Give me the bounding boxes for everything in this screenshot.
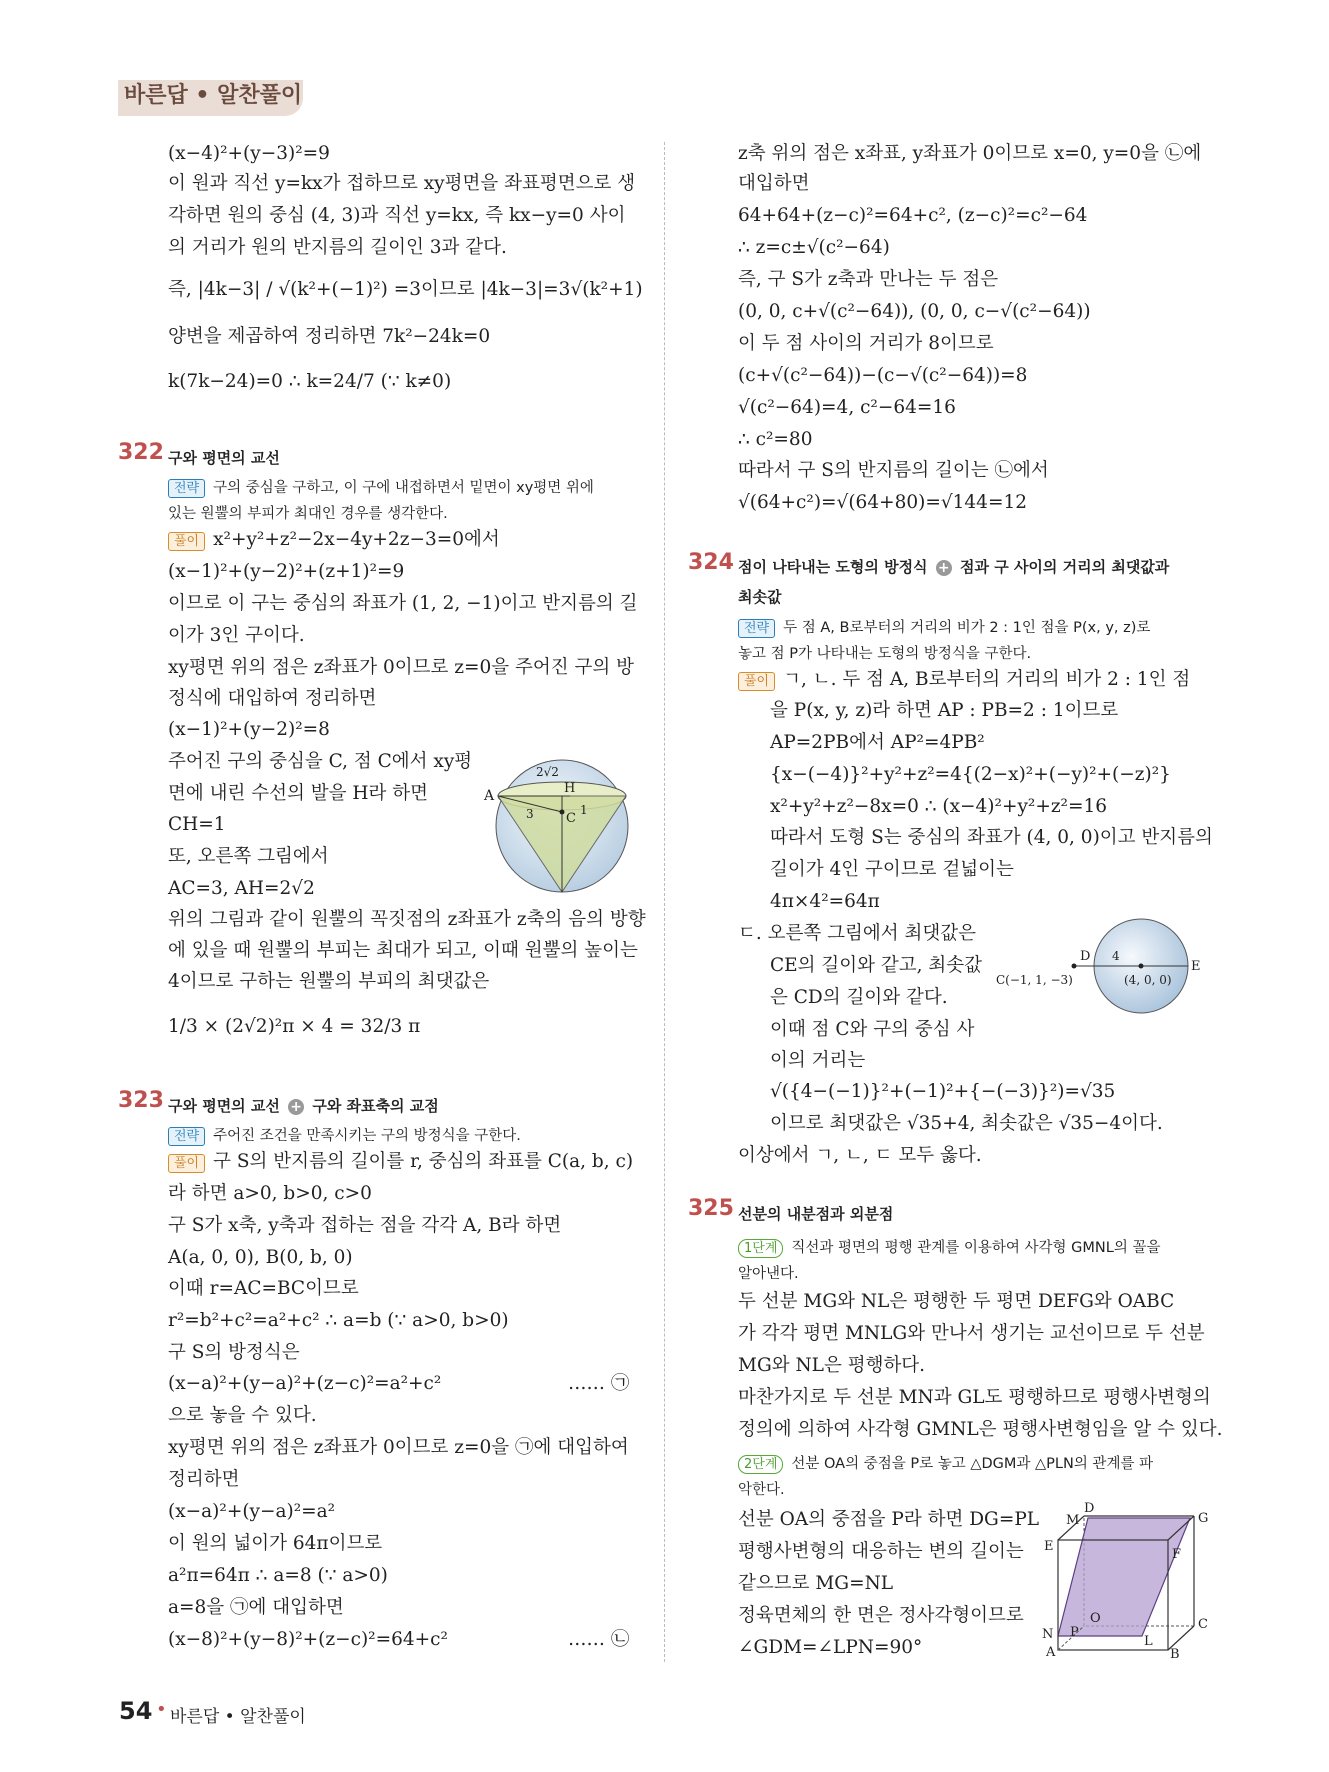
fig-label-d: D <box>1080 949 1091 964</box>
fig-label-c: C(−1, 1, −3) <box>996 973 1073 987</box>
text-line: 이가 3인 구이다. <box>168 625 305 646</box>
plus-icon: + <box>936 560 952 576</box>
footer-title: 바른답 • 알찬풀이 <box>170 1707 306 1727</box>
text-line: 이때 점 C와 구의 중심 사 <box>770 1019 975 1040</box>
formula-line: 1/3 × (2√2)²π × 4 = 32/3 π <box>168 1016 421 1037</box>
page-number: 54 <box>119 1697 153 1725</box>
text-line: A(a, 0, 0), B(0, b, 0) <box>168 1247 353 1268</box>
strategy-line: 놓고 점 P가 나타내는 도형의 방정식을 구한다. <box>738 646 1032 662</box>
text-line: 64+64+(z−c)²=64+c², (z−c)²=c²−64 <box>738 205 1088 226</box>
fig-label-c: C <box>566 811 576 826</box>
text-line: r²=b²+c²=a²+c² ∴ a=b (∵ a>0, b>0) <box>168 1310 509 1331</box>
text-line: (0, 0, c+√(c²−64)), (0, 0, c−√(c²−64)) <box>738 301 1091 322</box>
text-line: (c+√(c²−64))−(c−√(c²−64))=8 <box>738 365 1028 386</box>
text-line: AP=2PB에서 AP²=4PB² <box>770 732 985 753</box>
formula-line: 즉, |4k−3| / √(k²+(−1)²) =3이므로 |4k−3|=3√(k²+1) <box>168 279 643 300</box>
fig-label-4: 4 <box>1112 949 1120 963</box>
text-line: 면에 내린 수선의 발을 H라 하면 <box>168 783 428 804</box>
text-line: (x−1)²+(y−2)²+(z+1)²=9 <box>168 561 405 582</box>
problem-number: 325 <box>688 1196 734 1221</box>
text-line: ∴ z=c±√(c²−64) <box>738 237 890 258</box>
text-line: 이 두 점 사이의 거리가 8이므로 <box>738 333 994 354</box>
strategy-tag: 전략 <box>168 1127 205 1146</box>
problem-number: 322 <box>118 440 164 465</box>
text-line: 따라서 구 S의 반지름의 길이는 ㉡에서 <box>738 460 1049 481</box>
fig-label-center: (4, 0, 0) <box>1124 973 1172 987</box>
text-line: x²+y²+z²−8x=0 ∴ (x−4)²+y²+z²=16 <box>770 796 1108 817</box>
text-line: (x−a)²+(y−a)²+(z−c)²=a²+c² <box>168 1373 442 1394</box>
fig-label-D: D <box>1084 1501 1095 1516</box>
strategy-line: 전략 두 점 A, B로부터의 거리의 비가 2 : 1인 점을 P(x, y, z)로 <box>738 616 1150 638</box>
text-line: 위의 그림과 같이 원뿔의 꼭짓점의 z좌표가 z축의 음의 방향 <box>168 909 646 930</box>
text-line: ㄷ. 오른쪽 그림에서 최댓값은 <box>738 923 976 944</box>
text-line: (x−8)²+(y−8)²+(z−c)²=64+c² <box>168 1629 448 1650</box>
solution-line: 풀이 구 S의 반지름의 길이를 r, 중심의 좌표를 C(a, b, c) <box>168 1150 633 1174</box>
equation-mark: …… ㉠ <box>568 1373 630 1394</box>
fig-label-C: C <box>1198 1617 1208 1632</box>
text-line: 또, 오른쪽 그림에서 <box>168 846 329 867</box>
fig-label-a: A <box>484 788 495 804</box>
text-line: 같으므로 MG=NL <box>738 1573 894 1594</box>
text-line: 의 거리가 원의 반지름의 길이인 3과 같다. <box>168 237 507 258</box>
step-line: 악한다. <box>738 1482 785 1498</box>
text-line: 정의에 의하여 사각형 GMNL은 평행사변형임을 알 수 있다. <box>738 1419 1223 1440</box>
solution-line: 풀이 ㄱ, ㄴ. 두 점 A, B로부터의 거리의 비가 2 : 1인 점 <box>738 668 1190 692</box>
plus-icon: + <box>288 1099 304 1115</box>
text-line: AC=3, AH=2√2 <box>168 878 315 899</box>
text-line: √(64+c²)=√(64+80)=√144=12 <box>738 492 1027 513</box>
text-line: MG와 NL은 평행하다. <box>738 1355 926 1376</box>
step1-tag: 1단계 <box>738 1239 783 1258</box>
fig-label-L: L <box>1144 1634 1153 1649</box>
problem-number: 323 <box>118 1088 164 1113</box>
text-line: (x−4)²+(y−3)²=9 <box>168 143 330 164</box>
fig-label-h: H <box>564 781 576 796</box>
text-line: CE의 길이와 같고, 최솟값 <box>770 955 983 976</box>
text-line: 두 선분 MG와 NL은 평행한 두 평면 DEFG와 OABC <box>738 1291 1175 1312</box>
fig-label-r: 2√2 <box>536 765 559 779</box>
text-line: 마찬가지로 두 선분 MN과 GL도 평행하므로 평행사변형의 <box>738 1387 1211 1408</box>
text-line: 주어진 구의 중심을 C, 점 C에서 xy평 <box>168 751 473 772</box>
text-line: 정리하면 <box>168 1469 240 1490</box>
text-line: xy평면 위의 점은 z좌표가 0이므로 z=0을 주어진 구의 방 <box>168 657 635 678</box>
text-line: xy평면 위의 점은 z좌표가 0이므로 z=0을 ㉠에 대입하여 <box>168 1437 629 1458</box>
fig-label-P: P <box>1070 1625 1079 1640</box>
text-line: 대입하면 <box>738 173 810 194</box>
sphere-distance-figure <box>996 918 1206 1018</box>
fig-label-B: B <box>1170 1647 1180 1660</box>
solution-tag: 풀이 <box>168 532 205 551</box>
problem-number: 324 <box>688 550 734 575</box>
footer-dot: • <box>156 1699 167 1720</box>
text-line: 으로 놓을 수 있다. <box>168 1405 317 1426</box>
text-line: 4이므로 구하는 원뿔의 부피의 최댓값은 <box>168 971 490 992</box>
problem-title: 점이 나타내는 도형의 방정식 + 점과 구 사이의 거리의 최댓값과 <box>738 558 1170 576</box>
text-line: CH=1 <box>168 814 226 835</box>
step2-tag: 2단계 <box>738 1455 783 1474</box>
sphere-cone-figure <box>480 752 630 897</box>
fig-label-G: G <box>1198 1511 1209 1526</box>
step-line: 1단계 직선과 평면의 평행 관계를 이용하여 사각형 GMNL의 꼴을 <box>738 1236 1160 1258</box>
text-line: 구 S가 x축, y축과 접하는 점을 각각 A, B라 하면 <box>168 1215 562 1236</box>
formula-line: k(7k−24)=0 ∴ k=24/7 (∵ k≠0) <box>168 371 452 392</box>
text-line: z축 위의 점은 x좌표, y좌표가 0이므로 x=0, y=0을 ㉡에 <box>738 143 1202 164</box>
fig-label-E: E <box>1044 1539 1054 1554</box>
problem-title: 구와 평면의 교선 <box>168 449 280 467</box>
fig-label-F: F <box>1172 1547 1182 1562</box>
text-line: 4π×4²=64π <box>770 891 880 912</box>
text-line: 각하면 원의 중심 (4, 3)과 직선 y=kx, 즉 kx−y=0 사이 <box>168 205 626 226</box>
fig-label-1: 1 <box>580 803 588 817</box>
text-line: 이때 r=AC=BC이므로 <box>168 1278 359 1299</box>
fig-label-3: 3 <box>526 807 534 821</box>
text-line: 이므로 최댓값은 √35+4, 최솟값은 √35−4이다. <box>770 1113 1163 1134</box>
text-line: 이 원의 넓이가 64π이므로 <box>168 1533 383 1554</box>
equation-mark: …… ㉡ <box>568 1629 630 1650</box>
text-line: (x−1)²+(y−2)²=8 <box>168 719 330 740</box>
text-line: 정육면체의 한 면은 정사각형이므로 <box>738 1605 1024 1626</box>
cube-figure <box>1038 1500 1218 1660</box>
text-line: 양변을 제곱하여 정리하면 7k²−24k=0 <box>168 326 491 347</box>
fig-label-M: M <box>1066 1513 1080 1528</box>
text-line: √({4−(−1)}²+(−1)²+{−(−3)}²)=√35 <box>770 1081 1116 1102</box>
text-line: 이의 거리는 <box>770 1050 866 1071</box>
strategy-line: 전략 주어진 조건을 만족시키는 구의 방정식을 구한다. <box>168 1124 521 1146</box>
text-line: 이므로 이 구는 중심의 좌표가 (1, 2, −1)이고 반지름의 길 <box>168 593 638 614</box>
text-line: 정식에 대입하여 정리하면 <box>168 688 377 709</box>
text-line: 은 CD의 길이와 같다. <box>770 987 948 1008</box>
fig-label-N: N <box>1042 1627 1054 1642</box>
text-line: √(c²−64)=4, c²−64=16 <box>738 397 956 418</box>
text-line: 라 하면 a>0, b>0, c>0 <box>168 1183 372 1204</box>
solution-tag: 풀이 <box>168 1154 205 1173</box>
text-line: 따라서 도형 S는 중심의 좌표가 (4, 0, 0)이고 반지름의 <box>770 827 1213 848</box>
problem-title-cont: 최솟값 <box>738 588 782 606</box>
solution-line: 풀이 x²+y²+z²−2x−4y+2z−3=0에서 <box>168 528 500 552</box>
text-line: 에 있을 때 원뿔의 부피는 최대가 되고, 이때 원뿔의 높이는 <box>168 940 638 961</box>
text-line: {x−(−4)}²+y²+z²=4{(2−x)²+(−y)²+(−z)²} <box>770 764 1171 785</box>
fig-label-O: O <box>1090 1611 1101 1626</box>
text-line: a=8을 ㉠에 대입하면 <box>168 1597 344 1618</box>
text-line: 가 각각 평면 MNLG와 만나서 생기는 교선이므로 두 선분 <box>738 1323 1205 1344</box>
text-line: 을 P(x, y, z)라 하면 AP : PB=2 : 1이므로 <box>770 700 1119 721</box>
strategy-tag: 전략 <box>738 619 775 638</box>
text-line: 이 원과 직선 y=kx가 접하므로 xy평면을 좌표평면으로 생 <box>168 173 636 194</box>
strategy-line: 있는 원뿔의 부피가 최대인 경우를 생각한다. <box>168 506 448 522</box>
fig-label-A: A <box>1046 1645 1056 1660</box>
problem-title: 구와 평면의 교선 + 구와 좌표축의 교점 <box>168 1097 439 1115</box>
step-line: 알아낸다. <box>738 1266 799 1282</box>
text-line: 구 S의 방정식은 <box>168 1342 300 1363</box>
header-title: 바른답 • 알찬풀이 <box>124 83 303 108</box>
text-line: ∠GDM=∠LPN=90° <box>738 1637 923 1658</box>
step-line: 2단계 선분 OA의 중점을 P로 놓고 △DGM과 △PLN의 관계를 파 <box>738 1452 1153 1474</box>
column-divider <box>664 142 665 1662</box>
text-line: a²π=64π ∴ a=8 (∵ a>0) <box>168 1565 388 1586</box>
text-line: 길이가 4인 구이므로 겉넓이는 <box>770 859 1014 880</box>
text-line: (x−a)²+(y−a)²=a² <box>168 1501 336 1522</box>
text-line: ∴ c²=80 <box>738 429 813 450</box>
strategy-line: 전략 구의 중심을 구하고, 이 구에 내접하면서 밑면이 xy평면 위에 <box>168 476 594 498</box>
solution-tag: 풀이 <box>738 672 775 691</box>
text-line: 이상에서 ㄱ, ㄴ, ㄷ 모두 옳다. <box>738 1145 982 1166</box>
text-line: 선분 OA의 중점을 P라 하면 DG=PL <box>738 1509 1040 1530</box>
problem-title: 선분의 내분점과 외분점 <box>738 1205 894 1223</box>
strategy-tag: 전략 <box>168 479 205 498</box>
text-line: 즉, 구 S가 z축과 만나는 두 점은 <box>738 269 999 290</box>
text-line: 평행사변형의 대응하는 변의 길이는 <box>738 1541 1024 1562</box>
fig-label-e: E <box>1191 959 1201 974</box>
